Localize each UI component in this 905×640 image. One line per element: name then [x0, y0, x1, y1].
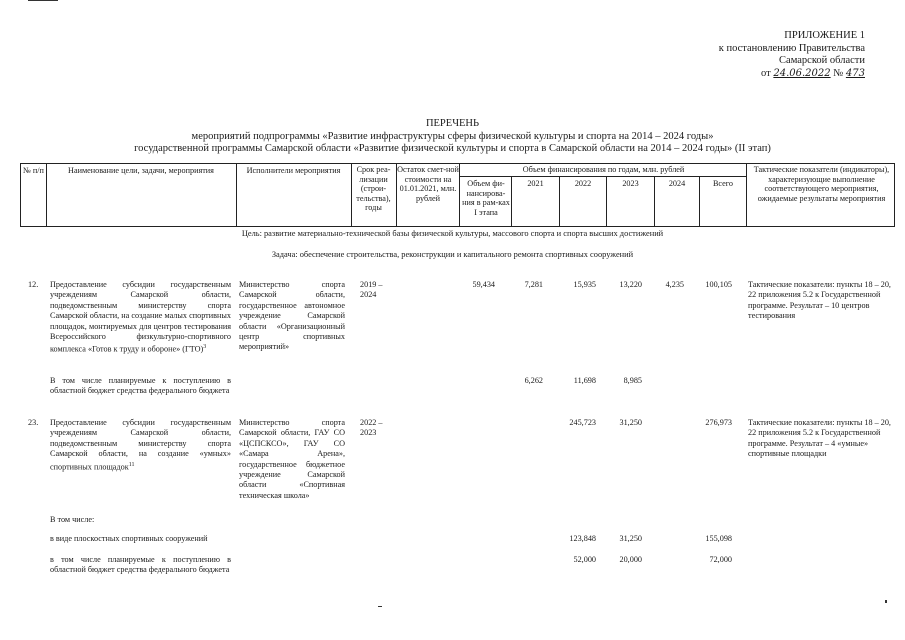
row23-executor: Министерство спорта Самарской области, ГАУ СО «ЦСПСКСО», ГАУ СО «Самара Арена», государственное бюджетное учреждение Самарской области «Спортивная техническая школа»: [239, 418, 345, 500]
row23-no: 23.: [28, 418, 39, 427]
row23-indicators: Тактические показатели: пункты 18 – 20, 22 приложения 5.2 к Государственной программе. Результат – 4 «умные» спортивные площадки: [748, 418, 891, 459]
scan-speck: [378, 606, 382, 607]
header-total: Всего: [712, 179, 734, 188]
row12-federal-2023: 8,985: [623, 376, 642, 385]
row23-name: Предоставление субсидии государственным учреждениям Самарской области, подведомственным министерству спорта Самарской области, на создание «умных» спортивных площадок$^{11}$: [50, 418, 231, 472]
annex-line3: Самарской области: [779, 55, 865, 66]
row23-total: 276,973: [705, 418, 732, 427]
flat-federal-name: в том числе планируемые к поступлению в областной бюджет средства федерального бюджета: [50, 555, 231, 575]
row12-term: 2019 – 2024: [360, 280, 383, 300]
header-2023: 2023: [622, 179, 639, 188]
row12-name: Предоставление субсидии государственным учреждениям Самарской области, подведомственным министерству спорта Самарской области, на создание малых спортивных площадок, монтируемых для центров тестирования Всероссийского физкультурно-спортивного комплекса «Готов к труду и обороне» (ГТО)$^3$: [50, 280, 231, 355]
title-heading: ПЕРЕЧЕНЬ: [425, 118, 480, 129]
row12-2021: 7,281: [524, 280, 543, 289]
header-name: Наименование цели, задачи, мероприятия: [68, 166, 214, 175]
scan-speck: [28, 0, 58, 1]
annex-title: ПРИЛОЖЕНИЕ 1: [784, 30, 865, 41]
row23-2023: 31,250: [619, 418, 642, 427]
row23-term: 2022 – 2023: [360, 418, 383, 438]
row12-footnote: 3: [203, 344, 207, 351]
flat-name: в виде плоскостных спортивных сооружений: [50, 534, 208, 543]
annex-date-line: [719, 68, 865, 81]
row12-2024: 4,235: [665, 280, 684, 289]
header-2024: 2024: [668, 179, 686, 188]
header-indicators: Тактические показатели (индикаторы), характеризующие выполнение соответствующего мероприятия, ожидаемые результаты мероприятия: [753, 165, 890, 203]
flat-2023: 31,250: [619, 534, 642, 543]
flat-total: 155,098: [705, 534, 732, 543]
header-no: № п/п: [23, 166, 44, 175]
header-balance: Остаток смет-ной стоимости на 01.01.2021, млн. рублей: [397, 165, 459, 203]
flat-2022: 123,848: [569, 534, 596, 543]
row12-2022: 15,935: [573, 280, 596, 289]
row12-indicators: Тактические показатели: пункты 18 – 20, 22 приложения 5.2 к Государственной программе. Результат – 10 центров тестирования: [748, 280, 891, 321]
flat-federal-total: 72,000: [709, 555, 732, 564]
title-line2: государственной программы Самарской области «Развитие физической культуры и спорта в Самарской области на 2014 – 2024 годы» (II этап): [134, 143, 771, 154]
row12-federal-2022: 11,698: [573, 376, 596, 385]
row12-total: 100,105: [705, 280, 732, 289]
flat-federal-2022: 52,000: [573, 555, 596, 564]
scan-speck: [885, 600, 887, 603]
header-2022: 2022: [574, 179, 592, 188]
header-term: Срок реа-лизации (строи-тельства), годы: [356, 165, 391, 213]
row23-2022: 245,723: [569, 418, 596, 427]
including-label: В том числе:: [50, 515, 95, 524]
annex-block: [719, 30, 865, 80]
annex-number: 473: [845, 67, 865, 79]
row12-executor: Министерство спорта Самарской области, государственное автономное учреждение Самарской области «Организационный центр спортивных мероприятий»: [239, 280, 345, 352]
header-executor: Исполнители мероприятия: [246, 166, 341, 175]
header-funding-group: Объем финансирования по годам, млн. рублей: [522, 165, 685, 174]
row12-2023: 13,220: [619, 280, 642, 289]
row23-footnote: 11: [128, 461, 135, 468]
row12-federal-2021: 6,262: [524, 376, 543, 385]
row12-federal-name: В том числе планируемые к поступлению в областной бюджет средства федерального бюджета: [50, 376, 231, 396]
table-header: [20, 163, 895, 227]
annex-line2: к постановлению Правительства: [718, 42, 865, 54]
annex-no-label: №: [833, 67, 844, 79]
title-line1: мероприятий подпрограммы «Развитие инфраструктуры сферы физической культуры и спорта на 2014 – 2024 годы»: [191, 130, 714, 142]
row12-no: 12.: [28, 280, 39, 289]
annex-date-prefix: от: [761, 67, 771, 79]
goal-text: Цель: развитие материально-технической базы физической культуры, массового спорта и спорта высших достижений: [241, 229, 664, 238]
document-title: [0, 118, 905, 156]
row12-stage1: 59,434: [472, 280, 495, 289]
flat-federal-2023: 20,000: [619, 555, 642, 564]
header-2021: 2021: [527, 179, 544, 188]
header-stage1: Объем фи-нансирова-ния в рам-ках I этапа: [462, 179, 510, 217]
annex-date: 24.06.2022: [773, 67, 831, 79]
task-text: Задача: обеспечение строительства, реконструкции и капитального ремонта спортивных сооружений: [271, 250, 634, 259]
